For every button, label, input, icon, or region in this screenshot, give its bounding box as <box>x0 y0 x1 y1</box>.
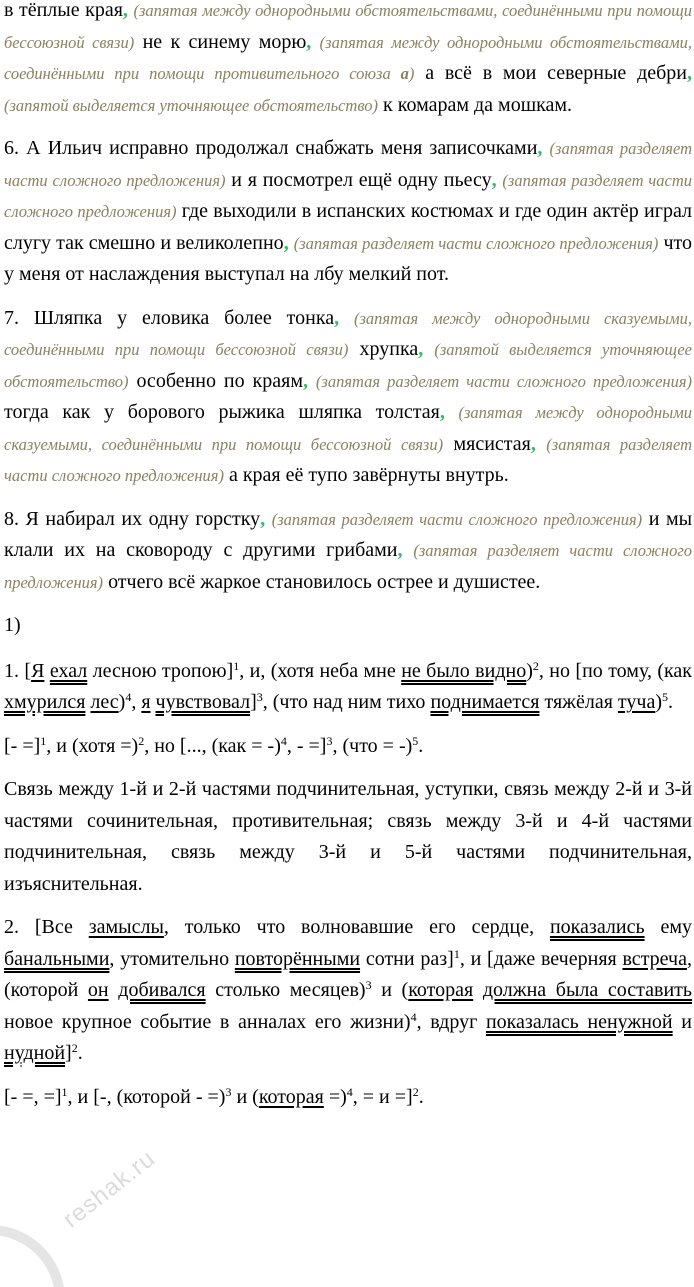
document-page <box>4 0 692 1125</box>
analysis-1-scheme <box>4 731 692 763</box>
part-index: 3 <box>326 733 333 748</box>
comma-mark: , <box>530 432 536 455</box>
comma-mark: , <box>397 539 403 561</box>
section-marker: 1) <box>4 614 21 636</box>
analysis-2-sentence <box>4 912 692 1070</box>
punctuation-note: (запятая разделяет части сложного предложения) <box>4 541 693 592</box>
predicate: банальными <box>4 947 110 970</box>
predicate: нудной <box>4 1042 66 1064</box>
punctuation-note: (запятая разделяет части сложного предложения) <box>4 139 692 190</box>
part-index: 1 <box>233 658 240 673</box>
text: , и [даже вечерняя <box>459 947 623 970</box>
text: ] <box>65 1042 72 1064</box>
text: лесною тропою] <box>87 659 234 682</box>
comma-mark: , <box>260 507 266 530</box>
text: ) <box>118 691 126 713</box>
comma-mark: , <box>418 338 424 360</box>
text: к комарам да мошкам. <box>383 93 573 116</box>
text: и <box>672 1010 692 1033</box>
predicate: чувствовал <box>155 691 251 713</box>
punctuation-note: (запятая разделяет части сложного предложения) <box>293 233 659 253</box>
text: , но [..., (как = -) <box>144 734 281 757</box>
subject: туча <box>617 691 656 713</box>
part-index: 1 <box>61 1084 68 1099</box>
text: где выходили в испанских костюмах и где один актёр играл слугу так смешно и великолепно <box>4 200 692 254</box>
text: что у меня от наслаждения выступал на лбу мелкий пот. <box>4 231 692 285</box>
text: сотни раз] <box>360 947 454 970</box>
text: и мы клали их на сковороду с другими грибами <box>4 507 693 561</box>
text: , и [-, (которой - =) <box>67 1085 226 1108</box>
comma-mark: , <box>334 306 340 329</box>
subject: встреча <box>622 947 687 970</box>
watermark-text: reshak.ru <box>58 1144 161 1234</box>
predicate: хмурился <box>4 691 86 713</box>
punctuation-note: (запятая между однородными сказуемыми, соединёнными при помощи бессоюзной связи) <box>4 308 693 359</box>
punctuation-note: (запятой выделяется уточняющее обстоятельство) <box>4 340 692 391</box>
punctuation-note: (запятая разделяет части сложного предложения) <box>315 371 692 391</box>
part-index: 1 <box>40 733 47 748</box>
text: ) <box>526 659 533 682</box>
text: и я посмотрел ещё одну пьесу <box>231 168 492 191</box>
punctuation-note: (запятая между однородными обстоятельствами, соединёнными при помощи бессоюзной связи) <box>4 1 692 52</box>
text: . <box>77 1042 83 1064</box>
text: . <box>668 691 674 713</box>
text: =) <box>323 1085 347 1108</box>
punctuation-note: (запятая разделяет части сложного предложения) <box>4 434 692 485</box>
predicate: показалась ненужной <box>485 1010 673 1033</box>
analysis-2-scheme <box>4 1082 692 1114</box>
part-index: 4 <box>280 733 287 748</box>
text: , и (хотя =) <box>46 734 139 757</box>
text: , = и =] <box>352 1085 413 1108</box>
text <box>109 979 119 1001</box>
comma-mark: , <box>283 231 289 254</box>
subject: замыслы <box>88 916 164 938</box>
text: ему <box>644 916 692 938</box>
punctuation-note: (запятая разделяет части сложного предложения) <box>4 170 692 221</box>
part-index: 3 <box>365 978 372 992</box>
subject: которая <box>258 1085 324 1108</box>
part-index: 4 <box>346 1084 353 1099</box>
text: , (которой <box>4 947 692 1001</box>
predicate: повторёнными <box>234 947 361 970</box>
text: 7. Шляпка у еловика более тонка <box>4 306 335 329</box>
text: в тёплые края <box>4 0 123 21</box>
text: ] <box>250 691 257 713</box>
text: 1. [ <box>4 659 32 682</box>
text: тяжёлая <box>539 691 618 713</box>
analysis-1-sentence <box>4 656 692 719</box>
text: , и, (хотя неба мне <box>239 659 402 682</box>
text: , только что волновавшие его сердце, <box>163 916 550 938</box>
part-index: 2 <box>532 658 539 673</box>
paragraph-5-tail <box>4 0 692 121</box>
predicate: показались <box>549 916 645 938</box>
text: и ( <box>231 1085 259 1108</box>
text: 2. [Все <box>4 916 89 938</box>
text: столько месяцев) <box>205 979 366 1001</box>
note-text: ) <box>408 64 415 83</box>
text: , (что = -) <box>332 734 413 757</box>
text: ) <box>655 691 663 713</box>
text: новое крупное событие в анналах его жизни) <box>4 1010 411 1033</box>
text: . <box>418 1085 424 1108</box>
comma-mark: , <box>303 369 308 392</box>
text: , утомительно <box>109 947 235 970</box>
text: , но [по тому, (как <box>538 659 693 682</box>
note-text: (запятая между однородными обстоятельствами, соединёнными при помощи противительного союза <box>4 32 693 83</box>
text: а края её тупо завёрнуты внутрь. <box>228 464 509 486</box>
punctuation-note: (запятой выделяется уточняющее обстоятельство) <box>4 95 379 115</box>
comma-mark: , <box>687 62 693 84</box>
part-index: 4 <box>410 1009 417 1024</box>
comma-mark: , <box>122 0 128 21</box>
subject: я <box>141 691 151 713</box>
text: а всё в мои северные дебри <box>425 62 688 84</box>
paragraph-8 <box>4 504 692 599</box>
text: тогда как у борового рыжика шляпка толстая <box>4 401 440 423</box>
text: . <box>418 734 424 757</box>
paragraph-7 <box>4 303 692 492</box>
part-index: 2 <box>412 1084 419 1099</box>
comma-mark: , <box>439 401 445 423</box>
punctuation-note: (запятая между однородными сказуемыми, соединёнными при помощи бессоюзной связи) <box>4 403 693 454</box>
subject: лес <box>90 691 119 713</box>
part-index: 5 <box>412 733 419 748</box>
predicate: поднимается <box>430 691 540 713</box>
punctuation-note: (запятая разделяет части сложного предложения) <box>271 509 643 529</box>
part-index: 4 <box>125 690 132 704</box>
part-index: 3 <box>225 1084 232 1099</box>
part-index: 2 <box>71 1041 78 1055</box>
text: 6. А Ильич исправно продолжал снабжать меня записочками <box>4 137 538 159</box>
text: не к синему морю <box>142 30 307 53</box>
text: , <box>131 691 142 713</box>
text: [- =] <box>4 734 41 757</box>
comma-mark: , <box>306 30 312 53</box>
part-index: 5 <box>662 690 669 704</box>
text: и ( <box>371 979 409 1001</box>
text: особенно по краям <box>136 369 303 392</box>
subject: которая <box>408 979 474 1001</box>
text: 8. Я набирал их одну горстку <box>4 507 261 530</box>
part-index: 2 <box>138 733 145 748</box>
predicate: не было видно <box>401 659 527 682</box>
text: отчего всё жаркое становилось острее и душистее. <box>108 570 541 593</box>
text: , вдруг <box>416 1010 486 1033</box>
text: [- =, =] <box>4 1085 62 1108</box>
text: хрупка <box>359 338 419 360</box>
text: , - =] <box>286 734 327 757</box>
subject: Я <box>31 659 45 682</box>
comma-mark: , <box>491 168 497 191</box>
analysis-1-explanation: Связь между 1-й и 2-й частями подчинительная, уступки, связь между 2-й и 3-й частями сочинительная, противительная; связь между 3-й и 4-й частями подчинительная, связь между 3-й и 5-й частями подчинительная, изъяснительная. <box>4 778 692 895</box>
predicate: ехал <box>49 659 88 682</box>
part-index: 3 <box>256 690 263 704</box>
text: мясистая <box>453 432 531 455</box>
text: , (что над ним тихо <box>262 691 431 713</box>
paragraph-6 <box>4 133 692 291</box>
note-bold: а <box>400 64 409 83</box>
comma-mark: , <box>537 137 543 159</box>
predicate: добивался <box>118 979 206 1001</box>
subject: он <box>87 979 109 1001</box>
part-index: 1 <box>453 946 460 961</box>
predicate: должна была составить <box>482 979 693 1001</box>
